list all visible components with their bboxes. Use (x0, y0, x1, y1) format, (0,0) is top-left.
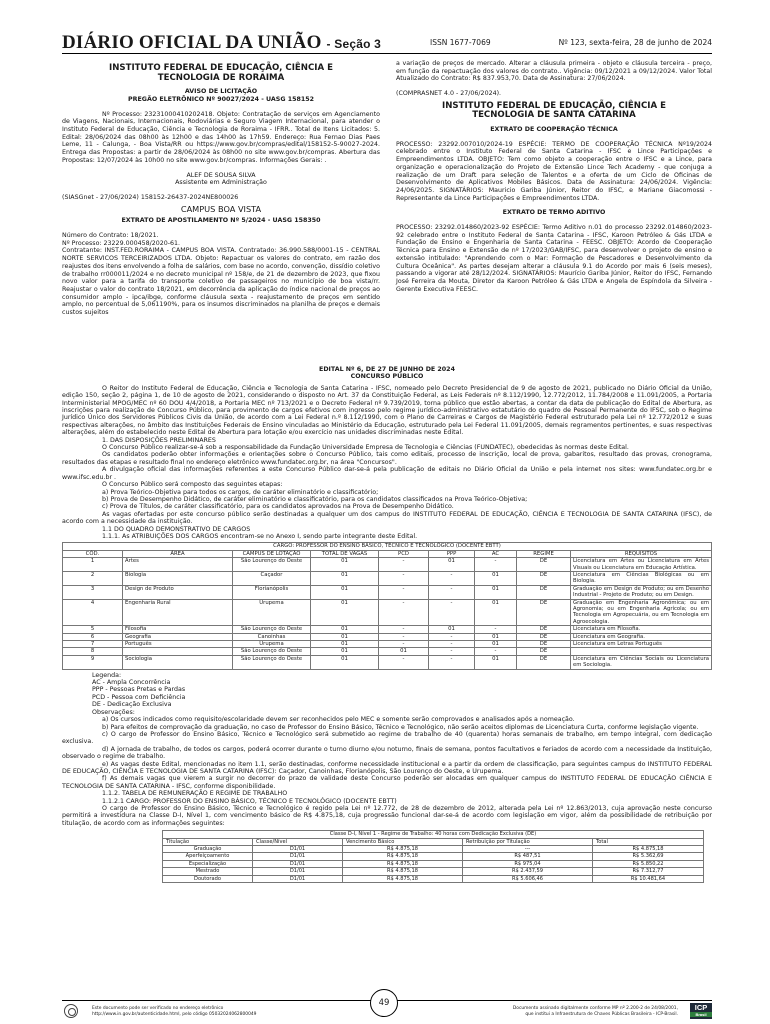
edital-intro: O Reitor do Instituto Federal de Educação, Ciência e Tecnologia de Santa Catarina - IFSC, nomeado pelo Decreto Presidencial de 9 de agosto de 2021, publicado no Diário Oficial da União, edição 150, seção 2, página 1, de 10 de agosto de 2021, considerando o disposto no Art. 37 da Constituição Federal, as Leis Federais nº 8.112/1990, 12.772/2012, 11.784/2008 e 11.091/2005, a Portaria Interministerial MPOG/MEC nº 60 DOU 4/4/2018, a Portaria MEC nº 713/2021 e o Decreto Federal nº 9.739/2019, torna público que estão abertas, a contar da data de publicação do Edital de Abertura, as inscrições para realização de Concurso Público, para provimento de cargos efetivos com ingresso pelo regime jurídico-administrativo estatutário do quadro de Pessoal Permanente do IFSC, sob o Regime Jurídico Único dos Servidores Públicos Civis da União, de acordo com a Lei Federal n.º 8.112/1990, com o Plano de Carreiras e Cargos de Magistério Federal estruturado pela Lei nº 12.772/2012 e suas respectivas alterações, no âmbito das Instituições Federais de Ensino vinculadas ao Ministério da Educação, estruturado pela Lei Federal 11.091/2005, demais regramentos pertinentes, e suas respectivas alterações, além do estabelecido neste Edital de Abertura para lotação e/ou exercício nas unidades discriminadas neste Edital. (62, 384, 712, 437)
institution-heading-roraima: INSTITUTO FEDERAL DE EDUCAÇÃO, CIÊNCIA E TECNOLOGIA DE RORAIMA (109, 63, 333, 83)
table-cell: R$ 4.875,18 (343, 846, 463, 853)
table-row (63, 558, 712, 572)
table-cell: 01 (311, 599, 379, 626)
column-header: Retribuição por Titulação (463, 838, 593, 845)
signer-name: ALEF DE SOUSA SILVA (186, 171, 256, 179)
table-cell: - (429, 655, 475, 669)
icp-brasil-logo (690, 1003, 712, 1019)
signer-role: Assistente em Administração (175, 179, 267, 187)
table-cell: Sociologia (123, 655, 233, 669)
table-cell: DE (517, 633, 571, 640)
signature-line: que institui a Infraestrutura de Chaves Públicas Brasileira - ICP-Brasil. (525, 1012, 678, 1017)
legend-item: Legenda: (92, 671, 122, 679)
table-cell: Urupema (233, 599, 311, 626)
table-cell: 01 (429, 626, 475, 633)
table-cell: R$ 5.850,22 (593, 860, 704, 867)
table-row (63, 585, 712, 599)
table-row (63, 641, 712, 648)
process-number: Nº Processo: 23229.000458/2020-61. (62, 239, 181, 247)
coat-of-arms-icon (64, 1004, 78, 1018)
table-cell: R$ 2.437,59 (463, 868, 593, 875)
table-cell: 01 (475, 571, 517, 585)
column-header: Titulação (163, 838, 253, 845)
table-cell: 4 (63, 599, 123, 626)
table-cell: D1/01 (253, 875, 343, 882)
verification-note (92, 1006, 256, 1018)
table-cell: - (379, 626, 429, 633)
apostilamento-title: EXTRATO DE APOSTILAMENTO Nº 5/2024 - UASG 158350 (121, 217, 321, 225)
table-row (163, 853, 704, 860)
table-cell: DE (517, 558, 571, 572)
legend-item: PCD - Pessoa com Deficiência (92, 693, 186, 701)
masthead (62, 34, 381, 53)
stage-item: a) Prova Teórico-Objetiva para todos os cargos, de caráter eliminatório e classificatório; (102, 488, 379, 496)
edital-section (62, 366, 712, 883)
table-row (63, 633, 712, 640)
table-cell: 01 (311, 655, 379, 669)
table-cell: 8 (63, 648, 123, 655)
table-cell: 01 (311, 633, 379, 640)
table-row (63, 626, 712, 633)
table-cell: 9 (63, 655, 123, 669)
table-cell: DE (517, 648, 571, 655)
column-header: Classe/Nível (253, 838, 343, 845)
column-header: PCD (379, 550, 429, 557)
column-header: AC (475, 550, 517, 557)
legend-item: DE - Dedicação Exclusiva (92, 701, 172, 709)
section-heading: 1.1 DO QUADRO DEMONSTRATIVO DE CARGOS (102, 525, 251, 533)
table-cell: D1/01 (253, 853, 343, 860)
table-cell: Engenharia Rural (123, 599, 233, 626)
comprasnet-line: (COMPRASNET 4.0 - 27/06/2024). (396, 90, 502, 98)
column-header: Vencimento Básico (343, 838, 463, 845)
table-cell: 01 (475, 599, 517, 626)
table-cell: Licenciatura em Filosofia. (571, 626, 712, 633)
column-header: TOTAL DE VAGAS (311, 550, 379, 557)
table-cell: DE (517, 571, 571, 585)
table-cell: R$ 4.875,18 (593, 846, 704, 853)
table-cell: Licenciatura em Ciências Biológicas ou em Biologia. (571, 571, 712, 585)
table-cell: - (475, 626, 517, 633)
observation: f) As demais vagas que vierem a surgir no decorrer do prazo de validade deste Concurso poderão ser alocadas em qualquer campus do INSTITUTO FEDERAL DE EDUCAÇÃO CIÊNCIA E TECNOLOGIA DE SANTA CATARINA - IFSC, conforme disponibilidade. (62, 775, 712, 790)
paragraph: A divulgação oficial das informações referentes a este Concurso Público dar-se-á pela publicação de editais no Diário Oficial da União e pela internet nos sites: www.fundatec.org.br e www.ifsc.edu.br . (62, 466, 712, 481)
table-cell: - (379, 655, 429, 669)
table-row (163, 875, 704, 882)
table-cell: - (429, 648, 475, 655)
table-cell: 01 (475, 633, 517, 640)
aditivo-body: PROCESSO: 23292.014860/2023-92 ESPÉCIE: Termo Aditivo n.01 do processo 23292.014860/2023-92 celebrado entre o Instituto Federal de Santa Catarina - IFSC, Karoon Petróleo & Gás LTDA e Fundação de Ensino e Engenharia de Santa Catarina - FEESC. OBJETO: Acordo de Cooperação Técnica para Ensino e Extensão de nº 17/2023/GAB/IFSC, para desenvolver o projeto de ensino e extensão intitulado: "Aprendendo com o Mar: Formação de Pescadores e Desenvolvimento da Cultura Oceânica". As partes desejam alterar a cláusula 9.1 do Acordo por mais 6 (seis meses), passando a vigorar até 28/12/2024. SIGNATÁRIOS: Maurício Gariba Júnior, Reitor do IFSC, Fernando José Ferreira da Mouta, Diretor da Karoon Petróleo & Gás LTDA e Angela de Espíndola da Silveira - Gerente Executiva FEESC. (396, 224, 712, 293)
column-header: PPP (429, 550, 475, 557)
column-header: REQUISITOS (571, 550, 712, 557)
edition-info: Nº 123, sexta-feira, 28 de junho de 2024 (558, 38, 712, 47)
icp-logo-text: ICP (694, 1003, 708, 1012)
observation: e) As vagas deste Edital, mencionadas no item 1.1, serão destinadas, conforme necessidade institucional e a partir da ordem de classificação, para seguintes campus do INSTITUTO FEDERAL DE EDUCAÇÃO, CIÊNCIA E TECNOLOGIA DE SANTA CATARINA (IFSC): Caçador, Canoinhas, Florianópolis, São Lourenço do Oeste, e Urupema. (62, 760, 712, 775)
pregao-title: PREGÃO ELETRÔNICO Nº 90027/2024 - UASG 158152 (128, 95, 314, 103)
table-cell: R$ 7.312,77 (593, 868, 704, 875)
paragraph: Os candidatos poderão obter informações e orientações sobre o Concurso Público, tais como editais, processo de inscrição, local de prova, gabaritos, resultado das provas, cronograma, resultados das etapas e resultado final no endereço eletrônico www.fundatec.org.br, na área "Concursos". (62, 451, 712, 466)
table-cell: R$ 5.362,69 (593, 853, 704, 860)
legend-item: AC - Ampla Concorrência (92, 679, 171, 687)
cooperacao-title: EXTRATO DE COOPERAÇÃO TÉCNICA (490, 126, 618, 133)
table-cell: Graduação em Engenharia Agronômica; ou em Agronomia; ou em Engenharia Agrícola; ou em Tecnologia em Agropecuária, ou em Tecnologia em Agroecologia. (571, 599, 712, 626)
aviso-title: AVISO DE LICITAÇÃO (184, 88, 258, 96)
table-cell: Graduação em Design de Produto; ou em Desenho Industrial - Projeto de Produto; ou em Design. (571, 585, 712, 599)
table-cell: Licenciatura em Artes ou Licenciatura em Artes Visuais ou Licenciatura em Educação Artística. (571, 558, 712, 572)
table-cell: - (429, 571, 475, 585)
table-cell: Português (123, 641, 233, 648)
table-cell: Biologia (123, 571, 233, 585)
table-cell: R$ 4.875,18 (343, 860, 463, 867)
table-cell: Urupema (233, 641, 311, 648)
table-cell: R$ 975,04 (463, 860, 593, 867)
column-header: Total (593, 838, 704, 845)
page-number: 49 (370, 989, 398, 1017)
remuneration-table (162, 830, 704, 883)
table-cell: - (429, 599, 475, 626)
table-cell: 01 (311, 648, 379, 655)
edital-subtitle: CONCURSO PÚBLICO (350, 373, 424, 381)
table-cell: Graduação (163, 846, 253, 853)
apostilamento-body: Contratante: INST.FED.RORAIMA - CAMPUS BOA VISTA. Contratado: 36.990.588/0001-15 - CENTRAL NORTE SERVICOS TERCEIRIZADOS LTDA. Objeto: Repactuar os valores do contrato, em razão dos reajustes dos itens envolvendo a folha de salários, com base no acordo, convenção, dissídio coletivo de trabalho rr000011/2024 e no decreto municipal nº 158/e, de 21 de dezembro de 2023, que fixou novo valor para a tarifa do transporte coletivo de passageiros no município de boa vista/rr. Reajustar o valor do contrato 18/2021, em decorrência da aplicação do índice nacional de preços ao consumidor amplo - ipca/ibge, conforme cláusula sexta - reajustamento de preços em sentido amplo, no percentual de 5,061190%, para os insumos discriminados na planilha de preços e demais custos sujeitos (62, 247, 380, 317)
table-cell: DE (517, 585, 571, 599)
table-cell: - (379, 558, 429, 572)
table-cell: 01 (311, 641, 379, 648)
table-cell: - (429, 633, 475, 640)
table-row (163, 860, 704, 867)
table-cell: São Lourenço do Oeste (233, 558, 311, 572)
table-cell: - (429, 641, 475, 648)
table-cell: 5 (63, 626, 123, 633)
table-cell (571, 648, 712, 655)
table-cell: 01 (429, 558, 475, 572)
table-cell: R$ 487,51 (463, 853, 593, 860)
table-caption: Classe D-I, Nível 1 - Regime de Trabalho: 40 horas com Dedicação Exclusiva (DE) (163, 831, 704, 838)
table-cell (123, 648, 233, 655)
table-cell: São Lourenço do Oeste (233, 648, 311, 655)
stage-item: b) Prova de Desempenho Didático, de caráter eliminatório e classificatório, para os candidatos classificados na Prova Teórico-Objetiva; (102, 495, 528, 503)
verification-line: Este documento pode ser verificado no endereço eletrônico (92, 1006, 224, 1011)
signature-note (513, 1006, 678, 1018)
table-cell: D1/01 (253, 846, 343, 853)
table-cell: - (379, 599, 429, 626)
table-cell: DE (517, 641, 571, 648)
table-cell: São Lourenço do Oeste (233, 655, 311, 669)
table-cell: 7 (63, 641, 123, 648)
table-row (63, 571, 712, 585)
page-header (62, 34, 712, 54)
table-cell: Mestrado (163, 868, 253, 875)
page-footer (62, 1000, 712, 1020)
section-heading: 1. DAS DISPOSIÇÕES PRELIMINARES (102, 436, 216, 444)
table-row (63, 648, 712, 655)
issn: ISSN 1677-7069 (430, 38, 491, 47)
section-heading: 1.1.2.1 CARGO: PROFESSOR DO ENSINO BÁSICO, TÉCNICO E TECNOLÓGICO (DOCENTE EBTT) (102, 797, 397, 805)
table-cell: - (475, 558, 517, 572)
table-cell: 01 (475, 585, 517, 599)
table-cell: 01 (475, 655, 517, 669)
aditivo-title: EXTRATO DE TERMO ADITIVO (502, 209, 606, 217)
table-cell: DE (517, 655, 571, 669)
section-heading: 1.1.1. As ATRIBUIÇÕES DOS CARGOS encontram-se no Anexo I, sendo parte integrante deste Edital. (102, 532, 418, 540)
table-cell: - (429, 585, 475, 599)
table-cell: 6 (63, 633, 123, 640)
table-caption: CARGO: PROFESSOR DO ENSINO BÁSICO, TÉCNICO E TECNOLÓGICO (DOCENTE EBTT) (63, 543, 712, 550)
table-cell: - (475, 648, 517, 655)
table-cell: Especialização (163, 860, 253, 867)
table-cell: R$ 4.875,18 (343, 853, 463, 860)
table-cell: 01 (379, 648, 429, 655)
institution-heading-sc: INSTITUTO FEDERAL DE EDUCAÇÃO, CIÊNCIA E TECNOLOGIA DE SANTA CATARINA (442, 100, 666, 121)
table-cell: - (379, 641, 429, 648)
table-cell: Artes (123, 558, 233, 572)
legend (62, 672, 712, 716)
table-cell: DE (517, 599, 571, 626)
table-cell: DE (517, 626, 571, 633)
table-cell: R$ 4.875,18 (343, 868, 463, 875)
signature-line: Documento assinado digitalmente conforme MP nº 2.200-2 de 24/08/2001, (512, 1006, 678, 1011)
left-column (62, 60, 380, 317)
contract-number: Número do Contrato: 18/2021. (62, 232, 159, 240)
table-cell: Licenciatura em Geografia. (571, 633, 712, 640)
table-cell: 01 (311, 571, 379, 585)
observation: a) Os cursos indicados como requisito/escolaridade devem ser reconhecidos pelo MEC e somente serão comprovados e analisados após a nomeação. (102, 716, 575, 724)
stage-item: c) Prova de Títulos, de caráter classificatório, para os candidatos aprovados na Prova de Desempenho Didático. (102, 503, 454, 511)
table-cell: - (379, 585, 429, 599)
section-label: - Seção 3 (326, 37, 382, 51)
table-cell: Design de Produto (123, 585, 233, 599)
campus-heading: CAMPUS BOA VISTA (180, 203, 262, 214)
icp-logo-subtext: Brasil (690, 1012, 712, 1017)
table-cell: Aperfeiçoamento (163, 853, 253, 860)
table-cell: 2 (63, 571, 123, 585)
column-header: CÓD. (63, 550, 123, 557)
table-cell: São Lourenço do Oeste (233, 626, 311, 633)
table-cell: 3 (63, 585, 123, 599)
table-cell: Geografia (123, 633, 233, 640)
observation: d) A jornada de trabalho, de todos os cargos, poderá ocorrer durante o turno diurno e/ou noturno, finais de semana, pontos facultativos e feriados de acordo com a necessidade da Instituição, observado o regime de trabalho. (62, 745, 712, 761)
pregao-body: Nº Processo: 23231000410202418. Objeto: Contratação de serviços em Agenciamento de Viagens, Nacionais, Internacionais, Rodoviárias e Seguro Viagem Internacional, para atender o Instituto Federal de Educação, Ciência e Tecnologia de Roraima - IFRR.. Total de Itens Licitados: 5. Edital: 28/06/2024 das 08h00 às 12h00 e das 14h00 às 17h59. Endereço: Rua Fernao Dias Paes Leme, 11 - Calunga, - Boa Vista/RR ou https://www.gov.br/compras/edital/158152-5-90027-2024. Entrega das Propostas: a partir de 28/06/2024 às 08h00 no site www.gov.br/compras. Abertura das Propostas: 12/07/2024 às 10h00 no site www.gov.br/compras. Informações Gerais: . (62, 110, 380, 164)
table-cell: - (379, 633, 429, 640)
paragraph: O Concurso Público realizar-se-á sob a responsabilidade da Fundação Universidade Empresa de Tecnologia e Ciências (FUNDATEC), obedecidas às normas deste Edital. (102, 444, 629, 452)
right-column (396, 60, 712, 293)
table-cell: 01 (311, 558, 379, 572)
table-cell: D1/01 (253, 868, 343, 875)
legend-item: PPP - Pessoas Pretas e Pardas (92, 686, 186, 694)
column-header: REGIME (517, 550, 571, 557)
table-row (163, 868, 704, 875)
table-cell: R$ 5.606,46 (463, 875, 593, 882)
observation: b) Para efeitos de comprovação da graduação, no caso de Professor do Ensino Básico, Técnico e Tecnológico, não serão aceitos diplomas de Licenciatura Curta, conforme legislação vigente. (102, 723, 699, 731)
table-row (163, 846, 704, 853)
remuneration-paragraph: O cargo de Professor do Ensino Básico, Técnico e Tecnológico é regido pela Lei nº 12.772, de 28 de dezembro de 2012, alterada pela Lei nº 12.863/2013, cuja aprovação neste concurso permitirá a investidura na Classe D-I, Nível 1, com vencimento básico de R$ 4.875,18, cuja progressão funcional dar-se-á de acordo com legislação em vigor, além da possibilidade de retribuição por titulação, de acordo com as informações seguintes: (62, 804, 712, 827)
table-row (63, 655, 712, 669)
table-row (63, 599, 712, 626)
continuation-text: a variação de preços de mercado. Alterar a cláusula primeira - objeto e cláusula terceira - preço, em função da repactuação dos valores do contrato.. Vigência: 09/12/2021 a 09/12/2024. Valor Total Atualizado do Contrato: R$ 837.953,70. Data de Assinatura: 27/06/2024. (396, 60, 712, 83)
table-cell: 1 (63, 558, 123, 572)
table-cell: --- (463, 846, 593, 853)
table-cell: Florianópolis (233, 585, 311, 599)
edital-title: EDITAL Nº 6, DE 27 DE JUNHO DE 2024 (319, 366, 455, 373)
table-cell: Licenciatura em Letras Português (571, 641, 712, 648)
table-cell: - (379, 571, 429, 585)
observation: c) O cargo de Professor do Ensino Básico, Técnico e Tecnológico será submetido ao regime de trabalho de 40 (quarenta) horas semanais de trabalho, em tempo integral, com dedicação exclusiva. (62, 730, 712, 746)
paragraph: As vagas ofertadas por este concurso público serão destinadas a qualquer um dos campus do INSTITUTO FEDERAL DE EDUCAÇÃO, CIÊNCIA E TECNOLOGIA DE SANTA CATARINA (IFSC), de acordo com a necessidade da instituição. (62, 510, 712, 526)
table-cell: Filosofia (123, 626, 233, 633)
verification-url: http://www.in.gov.br/autenticidade.html, pelo código 05032024062800049 (92, 1012, 257, 1017)
table-cell: Caçador (233, 571, 311, 585)
table-cell: 01 (475, 641, 517, 648)
cooperacao-body: PROCESSO: 23292.007010/2024-19 ESPÉCIE: TERMO DE COOPERAÇÃO TÉCNICA Nº19/2024 celebrado entre o Instituto Federal de Santa Catarina - IFSC e Lince Participações e Empreendimentos LTDA. OBJETO: Tem como objeto a cooperação entre o IFSC e a Lince, para organização e operacionalização do Projeto de Extensão Lince Tech Academy - que conjuga a realização de um Draft para seleção de Talentos e a oferta de um Ciclo de Oficinas de Desenvolvimento de Aplicativos Mobiles Básicos. Data de Assinatura: 24/06/2024. Vigência: 24/06/2025. SIGNATÁRIOS: Mauricio Gariba Júnior, Reitor do IFSC, e Mariane Giacomossi - Representante da Lince Participações e Empreendimentos LTDA. (396, 140, 712, 202)
legend-item: Observações: (92, 708, 135, 716)
masthead-title: DIÁRIO OFICIAL DA UNIÃO (62, 32, 322, 53)
table-cell: Licenciatura em Ciências Sociais ou Licenciatura em Sociologia. (571, 655, 712, 669)
column-header: CAMPUS DE LOTAÇÃO (233, 550, 311, 557)
table-cell: R$ 4.875,18 (343, 875, 463, 882)
table-cell: Doutorado (163, 875, 253, 882)
cargos-table (62, 542, 712, 669)
table-cell: Canoinhas (233, 633, 311, 640)
table-cell: 01 (311, 585, 379, 599)
paragraph: O Concurso Público será composto das seguintes etapas: (102, 481, 283, 489)
column-header: ÁREA (123, 550, 233, 557)
table-cell: R$ 10.481,64 (593, 875, 704, 882)
table-cell: D1/01 (253, 860, 343, 867)
table-cell: 01 (311, 626, 379, 633)
siasg-line: (SIASGnet - 27/06/2024) 158152-26437-2024NE800026 (62, 193, 239, 201)
section-heading: 1.1.2. TABELA DE REMUNERAÇÃO E REGIME DE TRABALHO (102, 790, 288, 798)
